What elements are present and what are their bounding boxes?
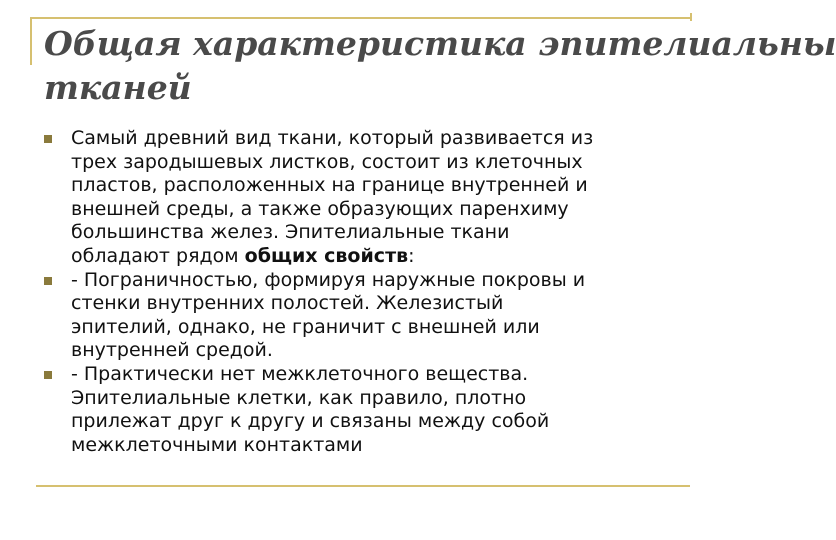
bullet-3-line-4: межклеточными контактами (71, 433, 363, 456)
bullet-text-3 (71, 363, 684, 457)
bullet-text-2 (71, 269, 684, 363)
bullet-2-line-4: внутренней средой. (71, 339, 273, 362)
bullet-1-suffix: : (408, 244, 415, 267)
bullet-1-prefix: обладают рядом (71, 244, 245, 267)
bottom-rule (36, 485, 690, 487)
left-rule (30, 17, 32, 65)
bullet-1-line-4: внешней среды, а также образующих паренхиму (71, 197, 569, 220)
bullet-item-1 (44, 127, 684, 269)
bullet-1-line-2: трех зародышевых листков, состоит из клеточных (71, 150, 583, 173)
bullet-1-line-1: Самый древний вид ткани, который развивается из (71, 127, 594, 149)
bullet-3-line-3: прилежат друг к другу и связаны между собой (71, 410, 550, 433)
bullet-3-line-1: - Практически нет межклеточного вещества. (71, 362, 529, 385)
title-line-1: Общая характеристика эпителиальны (44, 24, 836, 63)
title-line-2: тканей (44, 68, 192, 107)
top-rule-end (690, 13, 692, 21)
bullet-2-line-2: стенки внутренних полостей. Железистый (71, 292, 504, 315)
square-bullet-icon (44, 371, 52, 379)
bullet-1-line-3: пластов, расположенных на границе внутренней и (71, 174, 588, 197)
bullet-1-line-6 (71, 245, 684, 269)
top-rule (30, 17, 692, 19)
square-bullet-icon (44, 135, 52, 143)
square-bullet-icon (44, 277, 52, 285)
bullet-1-bold: общих свойств (244, 244, 409, 267)
bullet-item-2 (44, 269, 684, 363)
bullet-text-1 (71, 127, 684, 269)
bullet-1-line-5: большинства желез. Эпителиальные ткани (71, 221, 510, 244)
bullet-3-line-2: Эпителиальные клетки, как правило, плотно (71, 386, 527, 409)
bullet-list (44, 127, 684, 457)
bullet-2-line-1: - Пограничностью, формируя наружные покровы и (71, 268, 586, 291)
bullet-item-3 (44, 363, 684, 457)
bullet-2-line-3: эпителий, однако, не граничит с внешней или (71, 315, 540, 338)
slide-title (44, 22, 836, 110)
